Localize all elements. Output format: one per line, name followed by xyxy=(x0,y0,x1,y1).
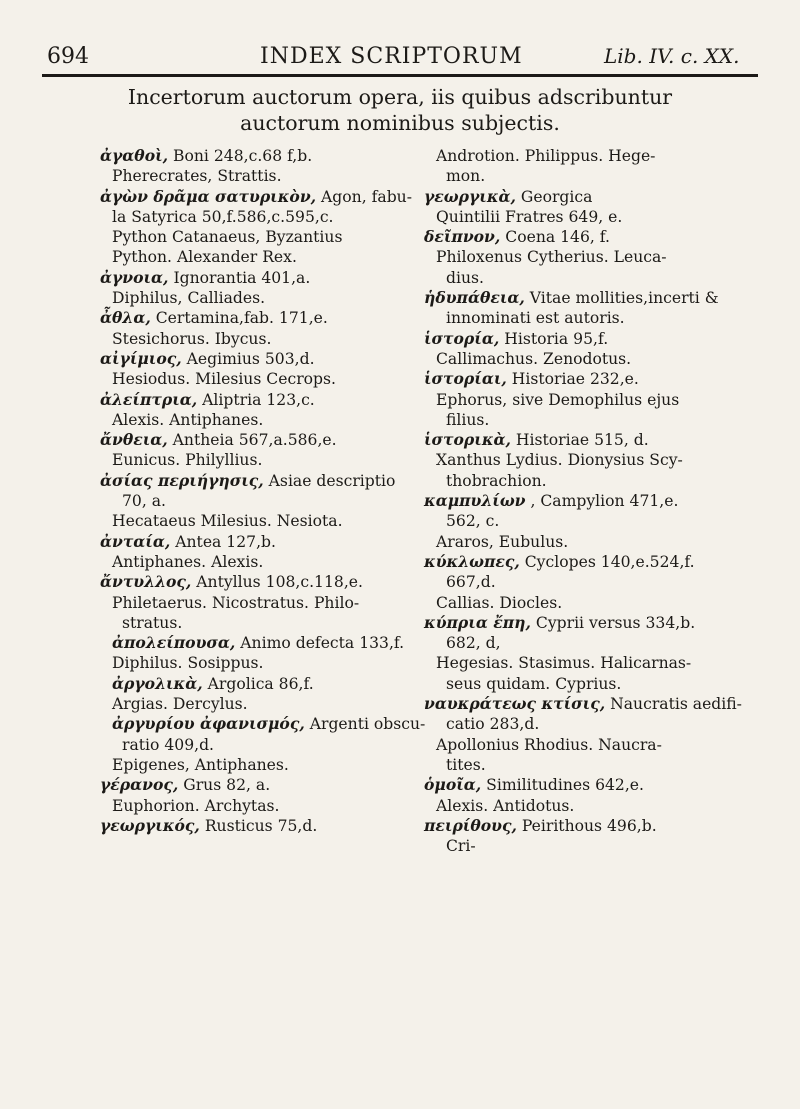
greek-title: ἱστορία, xyxy=(424,328,500,348)
entry-text: Cri- xyxy=(446,837,476,856)
greek-title: ἀσίας περιήγησις, xyxy=(100,470,264,490)
header-rule xyxy=(42,74,758,77)
index-entry-line xyxy=(424,613,764,633)
index-entry-line xyxy=(424,450,764,470)
entry-text: Callimachus. Zenodotus. xyxy=(436,349,632,368)
greek-title: καμπυλίων xyxy=(424,491,526,511)
entry-text: Historiae 232,e. xyxy=(506,370,639,389)
entry-text: Alexis. Antiphanes. xyxy=(112,410,264,429)
entry-text: stratus. xyxy=(122,613,183,632)
index-entry-line xyxy=(100,593,416,613)
entry-text: Python Catanaeus, Byzantius xyxy=(112,228,343,247)
index-entry-line xyxy=(100,572,416,592)
entry-text: innominati est autoris. xyxy=(446,309,625,328)
index-entry-line xyxy=(100,714,426,734)
entry-text: filius. xyxy=(446,410,490,429)
greek-title: αἰγίμιος, xyxy=(100,348,182,368)
greek-title: ἆθλα, xyxy=(100,308,151,328)
entry-text: 70, a. xyxy=(122,492,167,511)
entry-text: ratio 409,d. xyxy=(122,735,215,754)
entry-text: Argolica 86,f. xyxy=(202,674,314,693)
index-entry-line xyxy=(100,369,416,389)
index-entry-line xyxy=(100,633,416,653)
greek-title: ἀργολικὰ, xyxy=(112,673,203,693)
index-entry-line xyxy=(424,247,764,267)
entry-text: Ignorantia 401,a. xyxy=(168,268,311,287)
entry-text: Argenti obscu- xyxy=(304,715,426,734)
entry-text: Alexis. Antidotus. xyxy=(436,796,575,815)
index-entry-line xyxy=(100,613,416,633)
index-entry-line xyxy=(424,633,764,653)
entry-text: Aegimius 503,d. xyxy=(181,349,315,368)
index-entry-line xyxy=(100,308,416,328)
index-entry-line xyxy=(424,653,764,673)
index-entry-line xyxy=(100,532,416,552)
entry-text: Python. Alexander Rex. xyxy=(112,248,297,267)
index-entry-line xyxy=(424,349,764,369)
entry-text: seus quidam. Cyprius. xyxy=(446,674,622,693)
index-entry-line xyxy=(100,187,416,207)
entry-text: Animo defecta 133,f. xyxy=(235,634,405,653)
entry-text: Grus 82, a. xyxy=(178,776,271,795)
greek-title: ἀγνοια, xyxy=(100,267,169,287)
entry-text: Eunicus. Philyllius. xyxy=(112,451,263,470)
page-number: 694 xyxy=(47,44,89,69)
greek-title: γεωργικὰ, xyxy=(424,186,516,206)
greek-title: ἀλείπτρια, xyxy=(100,389,198,409)
greek-title: πειρίθους, xyxy=(424,815,517,835)
greek-title: ἀγὼν δρᾶμα σατυρικὸν, xyxy=(100,186,317,206)
entry-text: Georgica xyxy=(515,187,593,206)
index-entry-line xyxy=(424,775,764,795)
entry-text: Vitae mollities,incerti & xyxy=(524,289,719,308)
index-entry-line xyxy=(100,207,416,227)
index-entry-line xyxy=(424,146,764,166)
greek-title: ἡδυπάθεια, xyxy=(424,288,525,308)
entry-text: Ephorus, sive Demophilus ejus xyxy=(436,390,680,409)
index-entry-line xyxy=(100,796,416,816)
section-heading-line: auctorum nominibus subjectis. xyxy=(240,111,560,135)
index-entry-line xyxy=(424,329,764,349)
entry-text: Historia 95,f. xyxy=(499,329,609,348)
entry-text: Euphorion. Archytas. xyxy=(112,796,280,815)
index-entry-line xyxy=(100,450,416,470)
entry-text: mon. xyxy=(446,167,486,186)
index-entry-line xyxy=(100,552,416,572)
index-entry-line xyxy=(424,288,764,308)
index-entry-line xyxy=(100,268,416,288)
greek-title: ἀγαθοὶ, xyxy=(100,146,169,165)
index-entry-line xyxy=(100,410,416,430)
index-entry-line xyxy=(424,187,764,207)
entry-text: Antyllus 108,c.118,e. xyxy=(191,573,363,592)
entry-text: Araros, Eubulus. xyxy=(436,532,569,551)
index-entry-line xyxy=(100,390,416,410)
entry-text: Historiae 515, d. xyxy=(510,431,649,450)
index-entry-line xyxy=(100,146,416,166)
running-title: INDEX SCRIPTORUM xyxy=(260,44,523,69)
index-entry-line xyxy=(100,227,416,247)
index-entry-line xyxy=(424,471,764,491)
index-entry-line xyxy=(424,572,764,592)
running-header xyxy=(0,44,800,74)
entry-text: Certamina,fab. 171,e. xyxy=(150,309,328,328)
index-entry-line xyxy=(424,532,764,552)
greek-title: κύπρια ἔπη, xyxy=(424,612,531,632)
index-entry-line xyxy=(100,166,416,186)
index-entry-line xyxy=(100,471,416,491)
entry-text: Antiphanes. Alexis. xyxy=(112,552,264,571)
greek-title: ἄντυλλος, xyxy=(100,572,192,592)
greek-title: ἀργυρίου ἀφανισμός, xyxy=(112,714,305,734)
greek-title: γέρανος, xyxy=(100,775,179,795)
index-entry-line xyxy=(424,735,764,755)
index-entry-line xyxy=(424,166,764,186)
entry-text: Cyclopes 140,e.524,f. xyxy=(519,552,695,571)
index-entry-line xyxy=(424,207,764,227)
entry-text: Quintilii Fratres 649, e. xyxy=(436,207,623,226)
left-column xyxy=(100,146,426,836)
greek-title: κύκλωπες, xyxy=(424,551,520,571)
entry-text: 667,d. xyxy=(446,573,496,592)
entry-text: Pherecrates, Strattis. xyxy=(112,167,282,186)
entry-text: Aliptria 123,c. xyxy=(197,390,315,409)
entry-text: la Satyrica 50,f.586,c.595,c. xyxy=(112,207,334,226)
index-entry-line xyxy=(100,653,416,673)
entry-text: catio 283,d. xyxy=(446,715,540,734)
entry-text: tites. xyxy=(446,755,486,774)
entry-text: Naucratis aedifi- xyxy=(605,695,742,714)
entry-text: Cyprii versus 334,b. xyxy=(530,613,696,632)
index-entry-line xyxy=(100,329,416,349)
section-heading xyxy=(0,84,800,136)
index-entry-line xyxy=(424,836,764,856)
entry-text: Callias. Diocles. xyxy=(436,593,563,612)
entry-text: Epigenes, Antiphanes. xyxy=(112,755,289,774)
index-entry-line xyxy=(100,430,416,450)
entry-text: 562, c. xyxy=(446,512,500,531)
index-entry-line xyxy=(424,674,764,694)
entry-text: thobrachion. xyxy=(446,471,547,490)
greek-title: ἱστορίαι, xyxy=(424,369,507,389)
greek-title: ἀπολείπουσα, xyxy=(112,633,236,653)
entry-text: Philetaerus. Nicostratus. Philo- xyxy=(112,593,360,612)
index-entry-line xyxy=(100,511,416,531)
index-entry-line xyxy=(100,288,416,308)
entry-text: Apollonius Rhodius. Naucra- xyxy=(436,735,662,754)
index-entry-line xyxy=(424,552,764,572)
entry-text: Hecataeus Milesius. Nesiota. xyxy=(112,512,343,531)
index-entry-line xyxy=(100,775,416,795)
index-entry-line xyxy=(100,816,416,836)
index-entry-line xyxy=(100,247,416,267)
entry-text: dius. xyxy=(446,268,484,287)
index-entry-line xyxy=(424,268,764,288)
entry-text: Diphilus. Sosippus. xyxy=(112,654,264,673)
index-entry-line xyxy=(424,816,764,836)
right-column xyxy=(424,146,764,856)
index-entry-line xyxy=(424,593,764,613)
index-entry-line xyxy=(424,308,764,328)
index-entry-line xyxy=(100,735,416,755)
index-entry-line xyxy=(100,674,416,694)
entry-text: Antea 127,b. xyxy=(170,532,276,551)
entry-text: Hesiodus. Milesius Cecrops. xyxy=(112,370,336,389)
index-entry-line xyxy=(424,511,764,531)
greek-title: ἄνθεια, xyxy=(100,430,168,450)
index-entry-line xyxy=(424,694,764,714)
book-reference: Lib. IV. c. XX. xyxy=(604,44,740,68)
greek-title: ἀνταία, xyxy=(100,531,171,551)
entry-text: Similitudines 642,e. xyxy=(481,776,644,795)
entry-text: Antheia 567,a.586,e. xyxy=(167,431,337,450)
entry-text: Hegesias. Stasimus. Halicarnas- xyxy=(436,654,692,673)
index-entry-line xyxy=(100,755,416,775)
entry-text: Boni 248,c.68 f,b. xyxy=(168,147,313,165)
greek-title: ὁμοῖα, xyxy=(424,775,482,795)
entry-text: Xanthus Lydius. Dionysius Scy- xyxy=(436,451,683,470)
entry-text: Diphilus, Calliades. xyxy=(112,289,266,308)
greek-title: δεῖπνον, xyxy=(424,227,501,247)
index-entry-line xyxy=(424,796,764,816)
section-heading-line: Incertorum auctorum opera, iis quibus adscribuntur xyxy=(127,85,673,109)
entry-text: Asiae descriptio xyxy=(263,471,396,490)
index-entry-line xyxy=(424,430,764,450)
entry-text: Peirithous 496,b. xyxy=(516,816,657,835)
index-entry-line xyxy=(424,390,764,410)
index-entry-line xyxy=(424,369,764,389)
entry-text: , Campylion 471,e. xyxy=(525,492,679,511)
index-entry-line xyxy=(100,491,416,511)
index-entry-line xyxy=(424,491,764,511)
entry-text: Stesichorus. Ibycus. xyxy=(112,329,272,348)
entry-text: Androtion. Philippus. Hege- xyxy=(436,147,656,165)
index-entry-line xyxy=(424,714,764,734)
greek-title: ναυκράτεως κτίσις, xyxy=(424,694,606,714)
entry-text: 682, d, xyxy=(446,634,501,653)
entry-text: Coena 146, f. xyxy=(500,228,610,247)
entry-text: Philoxenus Cytherius. Leuca- xyxy=(436,248,667,267)
greek-title: γεωργικός, xyxy=(100,815,200,835)
index-entry-line xyxy=(424,755,764,775)
entry-text: Argias. Dercylus. xyxy=(112,695,248,714)
index-entry-line xyxy=(100,694,416,714)
index-entry-line xyxy=(100,349,416,369)
entry-text: Agon, fabu- xyxy=(316,187,412,206)
index-entry-line xyxy=(424,410,764,430)
index-entry-line xyxy=(424,227,764,247)
entry-text: Rusticus 75,d. xyxy=(199,816,318,835)
greek-title: ἱστορικὰ, xyxy=(424,430,511,450)
